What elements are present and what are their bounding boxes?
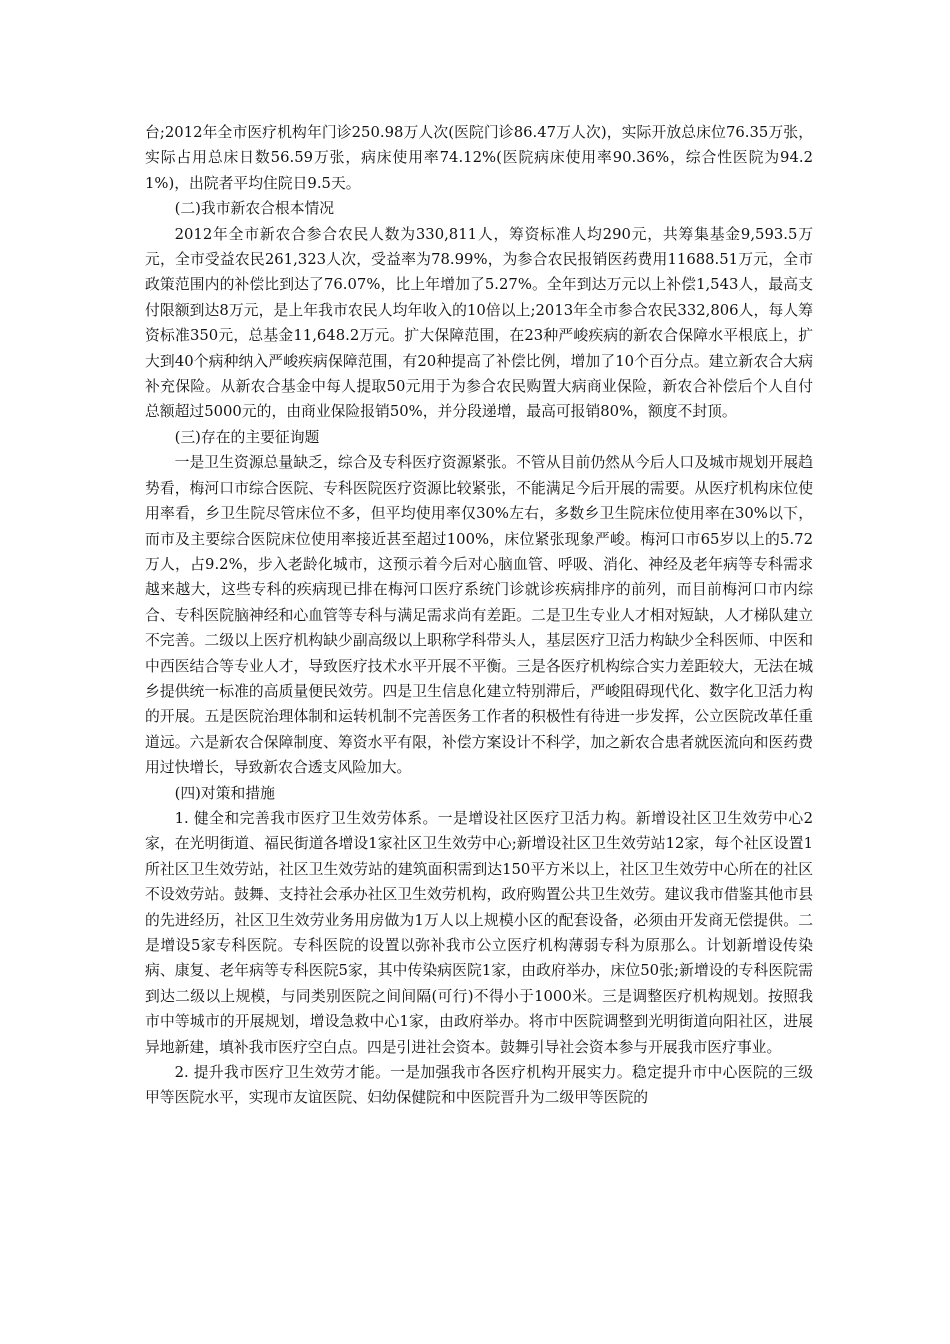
section-heading-measures: (四)对策和措施 [174,784,275,802]
section-heading-problems: (三)存在的主要征询题 [174,428,320,446]
section-heading-ncms: (二)我市新农合根本情况 [174,200,335,218]
paragraph-problems: 一是卫生资源总量缺乏，综合及专科医疗资源紧张。不管从目前仍然从今后人口及城市规划开展趋势看，梅河口市综合医院、专科医院医疗资源比较紧张，不能满足今后开展的需要。从医疗机构床位使用率看，乡卫生院尽管床位不多，但平均使用率仅30%左右，多数乡卫生院床位使用率在30%以下，而市及主要综合医院床位使用率接近甚至超过100%，床位紧张现象严峻。梅河口市65岁以上的5.72万人，占9.2%，步入老龄化城市，这预示着今后对心脑血管、呼吸、消化、神经及老年病等专科需求越来越大，这些专科的疾病现已排在梅河口医疗系统门诊就诊疾病排序的前列，而目前梅河口市内综合、专科医院脑神经和心血管等专科与满足需求尚有差距。二是卫生专业人才相对短缺，人才梯队建立不完善。二级以上医疗机构缺少副高级以上职称学科带头人，基层医疗卫活力构缺少全科医师、中医和中西医结合等专业人才，导致医疗技术水平开展不平衡。三是各医疗机构综合实力差距较大，无法在城乡提供统一标准的高质量便民效劳。四是卫生信息化建立特别滞后，严峻阻碍现代化、数字化卫活力构的开展。五是医院治理体制和运转机制不完善医务工作者的积极性有待进一步发挥，公立医院改革任重道远。六是新农合保障制度、筹资水平有限，补偿方案设计不科学，加之新农合患者就医流向和医药费用过快增长，导致新农合透支风险加大。 [145,454,813,777]
document-page [145,120,813,1111]
paragraph-ncms-situation: 2012年全市新农合参合农民人数为330,811人，筹资标准人均290元，共筹集基金9,593.5万元，全市受益农民261,323人次，受益率为78.99%，为参合农民报销医药费用11688.51万元，全市政策范围内的补偿比到达了76.07%，比上年增加了5.27%。全年到达万元以上补偿1,543人，最高支付限额到达8万元，是上年我市农民人均年收入的10倍以上;2013年全市参合农民332,806人，每人筹资标准350元，总基金11,648.2万元。扩大保障范围，在23种严峻疾病的新农合保障水平根底上，扩大到40个病种纳入严峻疾病保障范围，有20种提高了补偿比例，增加了10个百分点。建立新农合大病补充保险。从新农合基金中每人提取50元用于为参合农民购置大病商业保险，新农合补偿后个人自付总额超过5000元的，由商业保险报销50%，并分段递增，最高可报销80%，额度不封顶。 [145,225,813,421]
paragraph-measure-2: 2. 提升我市医疗卫生效劳才能。一是加强我市各医疗机构开展实力。稳定提升市中心医院的三级甲等医院水平，实现市友谊医院、妇幼保健院和中医院晋升为二级甲等医院的 [145,1064,813,1107]
paragraph-measure-1: 1. 健全和完善我市医疗卫生效劳体系。一是增设社区医疗卫活力构。新增设社区卫生效劳中心2家，在光明街道、福民街道各增设1家社区卫生效劳中心;新增设社区卫生效劳站12家，每个社区设置1所社区卫生效劳站，社区卫生效劳站的建筑面积需到达150平方米以上，社区卫生效劳中心所在的社区不设效劳站。鼓舞、支持社会承办社区卫生效劳机构，政府购置公共卫生效劳。建议我市借鉴其他市县的先进经历，社区卫生效劳业务用房做为1万人以上规模小区的配套设备，必须由开发商无偿提供。二是增设5家专科医院。专科医院的设置以弥补我市公立医疗机构薄弱专科为原那么。计划新增设传染病、康复、老年病等专科医院5家，其中传染病医院1家，由政府举办，床位50张;新增设的专科医院需到达二级以上规模，与同类别医院之间间隔(可行)不得小于1000米。三是调整医疗机构规划。按照我市中等城市的开展规划，增设急救中心1家，由政府举办。将市中医院调整到光明街道向阳社区，进展异地新建，填补我市医疗空白点。四是引进社会资本。鼓舞引导社会资本参与开展我市医疗事业。 [145,809,813,1056]
paragraph-hospital-stats: 台;2012年全市医疗机构年门诊250.98万人次(医院门诊86.47万人次)，实际开放总床位76.35万张，实际占用总床日数56.59万张，病床使用率74.12%(医院病床使用率90.36%，综合性医院为94.21%)，出院者平均住院日9.5天。 [145,124,813,192]
